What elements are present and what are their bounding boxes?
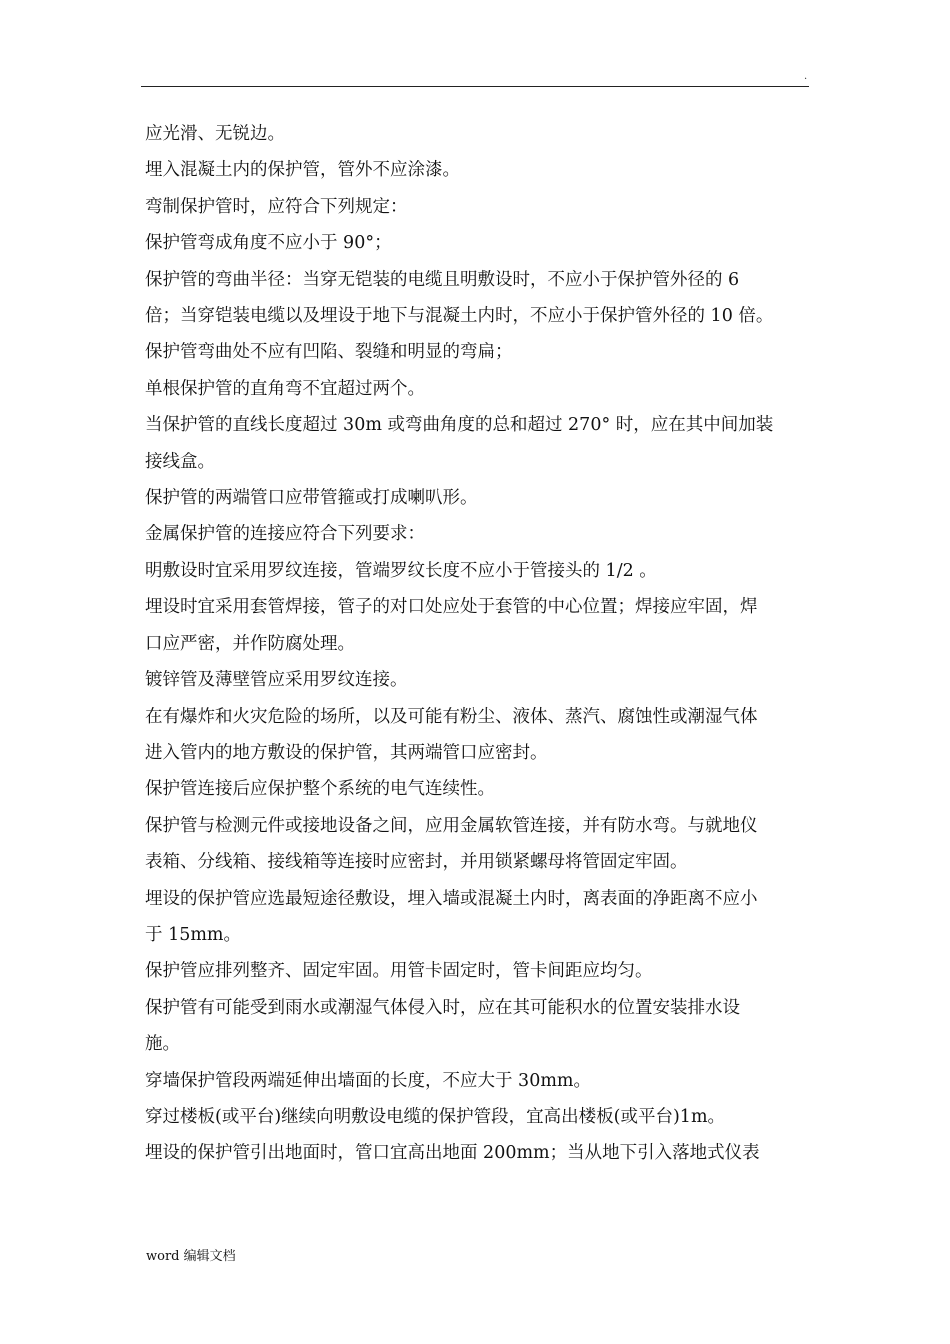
text-line: 表箱、分线箱、接线箱等连接时应密封，并用锁紧螺母将管固定牢固。 [145,852,688,873]
text-line: 应光滑、无锐边。 [145,124,285,144]
text-line: 埋设的保护管应选最短途径敷设，埋入墙或混凝土内时，离表面的净距离不应小 [145,888,758,909]
text-line: 于 15mm。 [145,924,242,945]
text-line: 保护管有可能受到雨水或潮湿气体侵入时，应在其可能积水的位置安装排水设 [145,997,740,1018]
text-line: 倍；当穿铠装电缆以及埋设于地下与混凝土内时，不应小于保护管外径的 10 倍。 [145,306,774,327]
text-line: 埋设的保护管引出地面时，管口宜高出地面 200mm；当从地下引入落地式仪表 [145,1143,760,1164]
header-rule [141,86,809,87]
text-line: 穿过楼板(或平台)继续向明敷设电缆的保护管段，宜高出楼板(或平台)1m。 [145,1106,726,1127]
text-line: 保护管应排列整齐、固定牢固。用管卡固定时，管卡间距应均匀。 [145,961,653,982]
text-line: 金属保护管的连接应符合下列要求： [145,524,425,545]
text-line: 穿墙保护管段两端延伸出墙面的长度，不应大于 30mm。 [145,1070,592,1091]
text-line: 当保护管的直线长度超过 30m 或弯曲角度的总和超过 270° 时，应在其中间加装 [145,415,774,436]
text-line: 明敷设时宜采用罗纹连接，管端罗纹长度不应小于管接头的 1/2 。 [145,560,657,581]
text-line: 保护管弯曲处不应有凹陷、裂缝和明显的弯扁； [145,342,513,363]
text-line: 单根保护管的直角弯不宜超过两个。 [145,378,425,399]
text-line: 在有爆炸和火灾危险的场所，以及可能有粉尘、液体、蒸汽、腐蚀性或潮湿气体 [145,706,758,727]
text-line: 口应严密，并作防腐处理。 [145,633,355,654]
text-line: 保护管的弯曲半径：当穿无铠装的电缆且明敷设时，不应小于保护管外径的 6 [145,269,740,290]
text-line: 镀锌管及薄壁管应采用罗纹连接。 [145,670,408,691]
text-line: 保护管连接后应保护整个系统的电气连续性。 [145,779,495,800]
text-line: 保护管弯成角度不应小于 90°； [145,233,392,254]
text-line: 接线盒。 [145,451,215,472]
text-line: 保护管与检测元件或接地设备之间，应用金属软管连接，并有防水弯。与就地仪 [145,815,758,836]
text-line: 保护管的两端管口应带管箍或打成喇叭形。 [145,488,478,509]
text-line: 埋入混凝土内的保护管，管外不应涂漆。 [145,160,460,181]
text-line: 施。 [145,1034,180,1055]
text-line: 埋设时宜采用套管焊接，管子的对口处应处于套管的中心位置；焊接应牢固，焊 [145,597,758,618]
page-footer: word 编辑文档 [146,1249,236,1264]
header-marker: . [804,71,808,82]
text-line: 弯制保护管时，应符合下列规定： [145,196,408,217]
text-line: 进入管内的地方敷设的保护管，其两端管口应密封。 [145,742,548,763]
document-body [145,116,811,1172]
